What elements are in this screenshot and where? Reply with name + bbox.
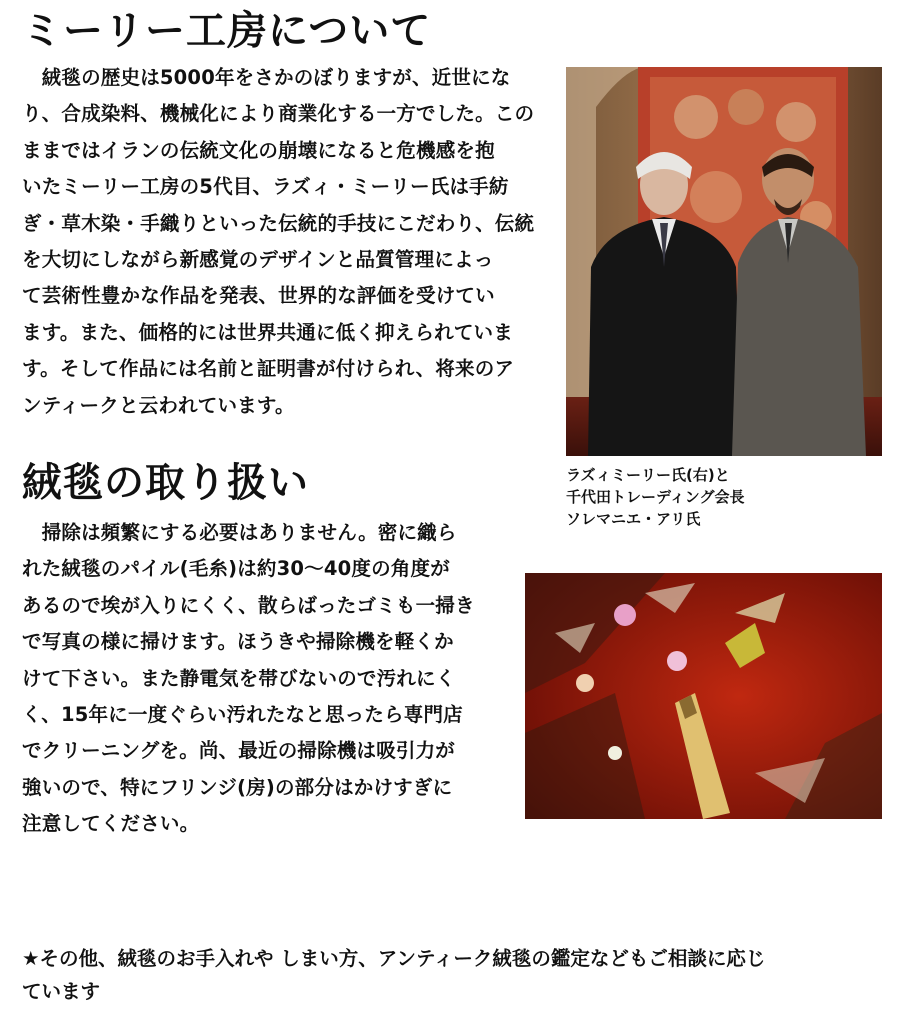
- footer-line: ています: [22, 980, 101, 1003]
- paragraph-line: ンティークと云われています。: [22, 393, 295, 417]
- paragraph-line: で写真の様に掃けます。ほうきや掃除機を軽くか: [22, 630, 454, 654]
- paragraph-line: いたミーリー工房の5代目、ラズィ・ミーリー氏は手紡: [22, 175, 509, 199]
- about-workshop-paragraph: [22, 60, 534, 424]
- paragraph-line: ます。また、価格的には世界共通に低く抑えられていま: [22, 320, 513, 344]
- paragraph-line: く、15年に一度ぐらい汚れたなと思ったら専門店: [22, 702, 463, 726]
- paragraph-line: でクリーニングを。尚、最近の掃除機は吸引力が: [22, 739, 456, 763]
- paragraph-line: を大切にしながら新感覚のデザインと品質管理によっ: [22, 247, 494, 271]
- paragraph-line: て芸術性豊かな作品を発表、世界的な評価を受けてい: [22, 284, 495, 308]
- section-heading-about-workshop: ミーリー工房について: [22, 7, 432, 54]
- footer-note: [22, 942, 765, 1008]
- paragraph-line: 注意してください。: [22, 812, 200, 836]
- paragraph-line: 絨毯の歴史は5000年をさかのぼりますが、近世にな: [22, 66, 511, 89]
- caption-line: 千代田トレーディング会長: [566, 488, 745, 506]
- caption-line: ラズィミーリー氏(右)と: [566, 466, 730, 484]
- footer-line: ★その他、絨毯のお手入れや しまい方、アンティーク絨毯の鑑定などもご相談に応じ: [22, 947, 766, 970]
- paragraph-line: り、合成染料、機械化により商業化する一方でした。この: [22, 102, 535, 126]
- paragraph-line: けて下さい。また静電気を帯びないので汚れにく: [22, 666, 456, 690]
- paragraph-line: あるので埃が入りにくく、散らばったゴミも一掃き: [22, 593, 475, 617]
- paragraph-line: 掃除は頻繁にする必要はありません。密に織ら: [22, 521, 457, 544]
- portrait-photo: [566, 67, 882, 456]
- carpet-cleaning-photo: [525, 573, 882, 819]
- paragraph-line: れた絨毯のパイル(毛糸)は約30～40度の角度が: [22, 557, 450, 581]
- paragraph-line: ままではイランの伝統文化の崩壊になると危機感を抱: [22, 138, 495, 162]
- caption-line: ソレマニエ・アリ氏: [566, 510, 701, 528]
- paragraph-line: ぎ・草木染・手織りといった伝統的手技にこだわり、伝統: [22, 211, 535, 235]
- section-heading-carpet-care: 絨毯の取り扱い: [22, 459, 309, 506]
- paragraph-line: す。そして作品には名前と証明書が付けられ、将来のア: [22, 357, 515, 381]
- carpet-care-paragraph: [22, 515, 475, 843]
- paragraph-line: 強いので、特にフリンジ(房)の部分はかけすぎに: [22, 775, 453, 799]
- photo-caption: [566, 464, 745, 530]
